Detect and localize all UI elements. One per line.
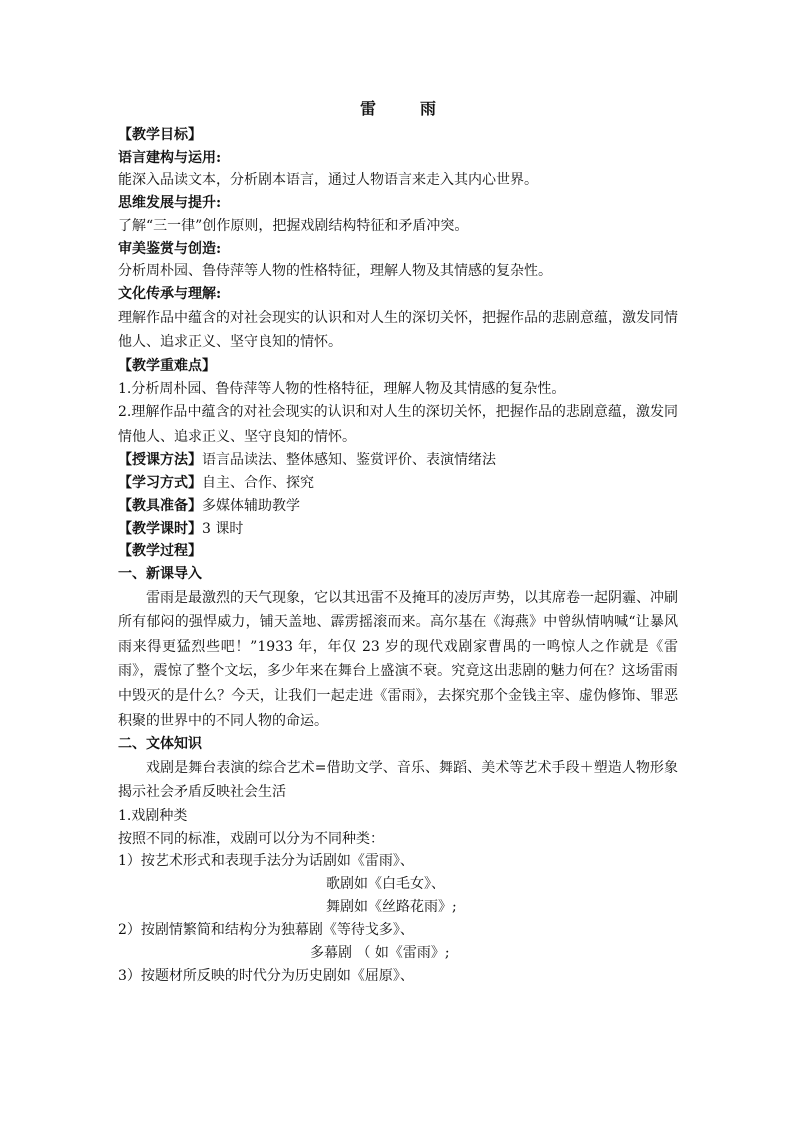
drama-type-3: 3）按题材所反映的时代分为历史剧如《屈原》、 [118, 967, 414, 984]
key-point-2: 2.理解作品中蕴含的对社会现实的认识和对人生的深切关怀，把握作品的悲剧意蕴，激发同情他人、追求正义、坚守良知的情怀。 [118, 404, 678, 445]
goal3-text: 分析周朴园、鲁侍萍等人物的性格特征，理解人物及其情感的复杂性。 [118, 263, 552, 280]
study-method-text: 自主、合作、探究 [202, 475, 314, 492]
goal4-heading: 文化传承与理解: [118, 285, 222, 302]
drama-type-2: 2）按剧情繁简和结构分为独幕剧《等待戈多》、 [118, 922, 414, 939]
goal2-text: 了解“三一律”创作原则，把握戏剧结构特征和矛盾冲突。 [118, 217, 469, 234]
section2-heading: 二、文体知识 [118, 736, 202, 753]
goal3-heading: 审美鉴赏与创造: [118, 240, 222, 257]
goal1-heading: 语言建构与运用: [118, 149, 222, 166]
class-hours-label: 【教学课时】 [118, 520, 202, 537]
drama-type-1a: 歌剧如《白毛女》、 [326, 876, 445, 893]
drama-type-1b: 舞剧如《丝路花雨》; [326, 899, 457, 916]
goals-heading: 【教学目标】 [118, 127, 202, 143]
drama-type-2a: 多幕剧 （ 如《雷雨》; [310, 944, 450, 961]
section1-heading: 一、新课导入 [118, 565, 202, 582]
study-method-label: 【学习方式】 [118, 475, 202, 492]
key-point-1: 1.分析周朴园、鲁侍萍等人物的性格特征，理解人物及其情感的复杂性。 [118, 380, 566, 397]
document-title: 雷 雨 [359, 99, 450, 118]
section2-paragraph: 戏剧是舞台表演的综合艺术=借助文学、音乐、舞蹈、美术等艺术手段＋塑造人物形象揭示社会矛盾反映社会生活 [118, 759, 678, 801]
goal2-heading: 思维发展与提升: [118, 195, 222, 212]
teaching-tools [118, 495, 678, 518]
class-hours [118, 518, 678, 541]
class-hours-text: 3 课时 [202, 520, 244, 537]
section1-paragraph: 雷雨是最激烈的天气现象，它以其迅雷不及掩耳的凌厉声势，以其席卷一起阴霾、冲刷所有郁闷的强悍威力，铺天盖地、霹雳摇滚而来。高尔基在《海燕》中曾纵情呐喊“让暴风雨来得更猛烈些吧！”1933 年，年仅 23 岁的现代戏剧家曹禺的一鸣惊人之作就是《雷雨》，震惊了整个文坛，多少年来在舞台上盛演不衰。究竟这出悲剧的魅力何在？这场雷雨中毁灭的是什么？今天，让我们一起走进《雷雨》，去探究那个金钱主宰、虚伪修饰、罪恶积聚的世界中的不同人物的命运。 [118, 589, 678, 729]
teaching-method [118, 449, 678, 472]
process-heading: 【教学过程】 [118, 543, 202, 560]
drama-type-1: 1）按艺术形式和表现手法分为话剧如《雷雨》、 [118, 853, 414, 870]
key-points-heading: 【教学重难点】 [118, 357, 216, 374]
document-body [118, 96, 678, 988]
teaching-method-text: 语言品读法、整体感知、鉴赏评价、表演情绪法 [202, 452, 496, 469]
drama-types-heading: 1.戏剧种类 [118, 808, 188, 825]
teaching-method-label: 【授课方法】 [118, 452, 202, 469]
teaching-tools-text: 多媒体辅助教学 [202, 497, 300, 514]
goal4-text: 理解作品中蕴含的对社会现实的认识和对人生的深切关怀，把握作品的悲剧意蕴，激发同情他人、追求正义、坚守良知的情怀。 [118, 309, 678, 351]
study-method [118, 472, 678, 495]
drama-types-intro: 按照不同的标准，戏剧可以分为不同种类： [118, 830, 384, 847]
teaching-tools-label: 【教具准备】 [118, 497, 202, 514]
goal1-text: 能深入品读文本，分析剧本语言，通过人物语言来走入其内心世界。 [118, 172, 538, 189]
